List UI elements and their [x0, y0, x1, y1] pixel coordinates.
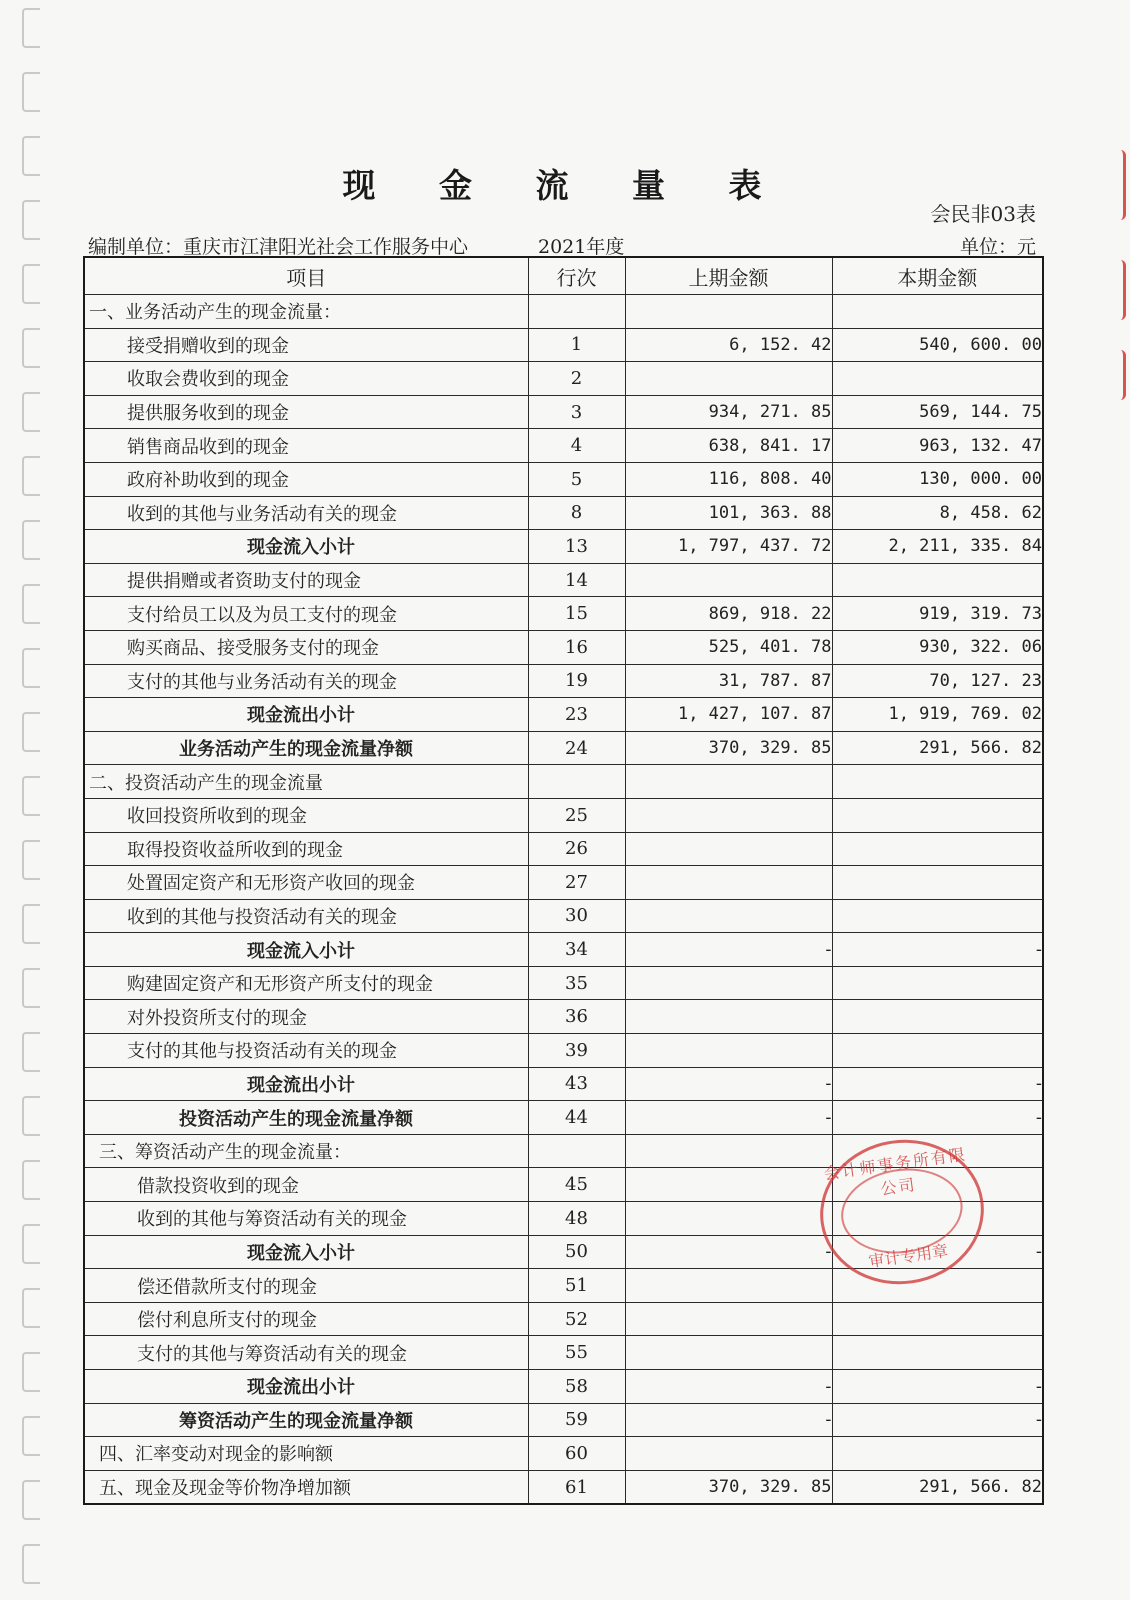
binding-ring [22, 1288, 40, 1328]
row-item: 现金流入小计 [84, 933, 528, 967]
table-row [84, 530, 1043, 564]
row-prev-amount: 934, 271. 85 [625, 395, 832, 429]
row-item: 投资活动产生的现金流量净额 [84, 1101, 528, 1135]
row-prev-amount [625, 1168, 832, 1202]
binding-ring [22, 1544, 40, 1584]
row-line: 36 [528, 1000, 625, 1034]
row-item: 接受捐赠收到的现金 [84, 328, 528, 362]
table-row [84, 1403, 1043, 1437]
binding-ring [22, 328, 40, 368]
row-curr-amount: - [832, 1370, 1043, 1404]
binding-ring [22, 264, 40, 304]
row-prev-amount [625, 1000, 832, 1034]
row-line: 8 [528, 496, 625, 530]
row-item: 收到的其他与筹资活动有关的现金 [84, 1202, 528, 1236]
row-line: 48 [528, 1202, 625, 1236]
row-item: 处置固定资产和无形资产收回的现金 [84, 866, 528, 900]
row-item: 五、现金及现金等价物净增加额 [84, 1470, 528, 1504]
row-prev-amount: 525, 401. 78 [625, 630, 832, 664]
binding-holes [18, 0, 48, 1600]
table-row [84, 597, 1043, 631]
row-line: 15 [528, 597, 625, 631]
table-row [84, 1336, 1043, 1370]
table-row [84, 1470, 1043, 1504]
row-item: 偿付利息所支付的现金 [84, 1302, 528, 1336]
row-curr-amount: 919, 319. 73 [832, 597, 1043, 631]
row-line: 2 [528, 362, 625, 396]
row-prev-amount: 1, 427, 107. 87 [625, 698, 832, 732]
row-prev-amount [625, 1134, 832, 1168]
row-prev-amount [625, 1269, 832, 1303]
row-prev-amount [625, 1437, 832, 1471]
table-row [84, 1067, 1043, 1101]
row-prev-amount [625, 1302, 832, 1336]
row-item: 提供捐赠或者资助支付的现金 [84, 563, 528, 597]
row-item: 销售商品收到的现金 [84, 429, 528, 463]
row-prev-amount: 31, 787. 87 [625, 664, 832, 698]
row-prev-amount: - [625, 1370, 832, 1404]
table-row [84, 295, 1043, 329]
row-prev-amount: 869, 918. 22 [625, 597, 832, 631]
row-curr-amount: - [832, 933, 1043, 967]
row-line: 45 [528, 1168, 625, 1202]
table-row [84, 496, 1043, 530]
table-row [84, 1101, 1043, 1135]
seal-bottom-text: 审计专用章 [867, 1241, 950, 1272]
row-prev-amount: - [625, 1067, 832, 1101]
row-curr-amount [832, 1034, 1043, 1068]
row-line: 50 [528, 1235, 625, 1269]
row-curr-amount [832, 765, 1043, 799]
row-curr-amount [832, 832, 1043, 866]
row-line: 13 [528, 530, 625, 564]
row-curr-amount [832, 866, 1043, 900]
row-item: 收取会费收到的现金 [84, 362, 528, 396]
row-line: 55 [528, 1336, 625, 1370]
row-curr-amount: - [832, 1235, 1043, 1269]
table-row [84, 1302, 1043, 1336]
row-curr-amount: - [832, 1403, 1043, 1437]
table-row [84, 664, 1043, 698]
row-line: 52 [528, 1302, 625, 1336]
row-prev-amount: - [625, 1235, 832, 1269]
row-line: 60 [528, 1437, 625, 1471]
row-item: 三、筹资活动产生的现金流量： [84, 1134, 528, 1168]
table-row [84, 1034, 1043, 1068]
row-line: 24 [528, 731, 625, 765]
row-prev-amount [625, 362, 832, 396]
row-prev-amount [625, 832, 832, 866]
row-line: 14 [528, 563, 625, 597]
row-line: 43 [528, 1067, 625, 1101]
row-curr-amount: - [832, 1101, 1043, 1135]
row-curr-amount: 291, 566. 82 [832, 731, 1043, 765]
row-line: 44 [528, 1101, 625, 1135]
table-row [84, 1370, 1043, 1404]
row-item: 购建固定资产和无形资产所支付的现金 [84, 966, 528, 1000]
table-row [84, 765, 1043, 799]
row-item: 支付的其他与筹资活动有关的现金 [84, 1336, 528, 1370]
row-line: 61 [528, 1470, 625, 1504]
report-year: 2021年度 [538, 236, 625, 258]
table-row [84, 1000, 1043, 1034]
binding-ring [22, 1352, 40, 1392]
row-prev-amount [625, 866, 832, 900]
row-curr-amount [832, 899, 1043, 933]
row-curr-amount [832, 1000, 1043, 1034]
table-row [84, 698, 1043, 732]
row-item: 收到的其他与业务活动有关的现金 [84, 496, 528, 530]
row-line: 5 [528, 462, 625, 496]
row-item: 支付给员工以及为员工支付的现金 [84, 597, 528, 631]
table-row [84, 563, 1043, 597]
header-item: 项目 [84, 257, 528, 295]
binding-ring [22, 776, 40, 816]
row-curr-amount: 130, 000. 00 [832, 462, 1043, 496]
row-curr-amount: 70, 127. 23 [832, 664, 1043, 698]
header-line: 行次 [528, 257, 625, 295]
header-curr: 本期金额 [832, 257, 1043, 295]
binding-ring [22, 584, 40, 624]
binding-ring [22, 8, 40, 48]
row-curr-amount [832, 295, 1043, 329]
table-row [84, 630, 1043, 664]
row-line: 51 [528, 1269, 625, 1303]
row-curr-amount: 291, 566. 82 [832, 1470, 1043, 1504]
row-prev-amount [625, 966, 832, 1000]
row-curr-amount: 930, 322. 06 [832, 630, 1043, 664]
row-line: 27 [528, 866, 625, 900]
table-row [84, 429, 1043, 463]
row-item: 对外投资所支付的现金 [84, 1000, 528, 1034]
row-prev-amount [625, 899, 832, 933]
binding-ring [22, 712, 40, 752]
binding-ring [22, 520, 40, 560]
row-prev-amount [625, 563, 832, 597]
binding-ring [22, 648, 40, 688]
row-item: 一、业务活动产生的现金流量： [84, 295, 528, 329]
row-line: 3 [528, 395, 625, 429]
row-line: 30 [528, 899, 625, 933]
binding-ring [22, 1416, 40, 1456]
row-curr-amount [832, 966, 1043, 1000]
row-item: 现金流出小计 [84, 1370, 528, 1404]
row-item: 现金流入小计 [84, 1235, 528, 1269]
row-line [528, 765, 625, 799]
row-item: 四、汇率变动对现金的影响额 [84, 1437, 528, 1471]
row-item: 现金流出小计 [84, 698, 528, 732]
row-line: 58 [528, 1370, 625, 1404]
row-line: 19 [528, 664, 625, 698]
table-row [84, 731, 1043, 765]
seal-top-text: 会计师事务所有限公司 [822, 1144, 968, 1199]
row-item: 业务活动产生的现金流量净额 [84, 731, 528, 765]
table-row [84, 866, 1043, 900]
binding-ring [22, 968, 40, 1008]
row-item: 政府补助收到的现金 [84, 462, 528, 496]
row-item: 提供服务收到的现金 [84, 395, 528, 429]
row-prev-amount [625, 1202, 832, 1236]
binding-ring [22, 72, 40, 112]
row-curr-amount [832, 1437, 1043, 1471]
row-item: 支付的其他与业务活动有关的现金 [84, 664, 528, 698]
row-item: 借款投资收到的现金 [84, 1168, 528, 1202]
table-header-row [84, 257, 1043, 295]
binding-ring [22, 456, 40, 496]
row-prev-amount: - [625, 1403, 832, 1437]
row-curr-amount: 569, 144. 75 [832, 395, 1043, 429]
row-prev-amount: 638, 841. 17 [625, 429, 832, 463]
binding-ring [22, 904, 40, 944]
table-row [84, 1437, 1043, 1471]
currency-unit: 单位：元 [959, 236, 1036, 258]
row-line: 23 [528, 698, 625, 732]
row-line: 35 [528, 966, 625, 1000]
binding-ring [22, 1160, 40, 1200]
row-item: 偿还借款所支付的现金 [84, 1269, 528, 1303]
row-item: 二、投资活动产生的现金流量 [84, 765, 528, 799]
form-code: 会民非03表 [930, 202, 1036, 226]
row-line: 16 [528, 630, 625, 664]
table-row [84, 362, 1043, 396]
org-name: 编制单位：重庆市江津阳光社会工作服务中心 [88, 236, 469, 258]
row-prev-amount [625, 1336, 832, 1370]
row-line: 1 [528, 328, 625, 362]
row-curr-amount: 963, 132. 47 [832, 429, 1043, 463]
table-row [84, 328, 1043, 362]
row-line [528, 1134, 625, 1168]
table-row [84, 966, 1043, 1000]
row-line: 39 [528, 1034, 625, 1068]
binding-ring [22, 1096, 40, 1136]
row-item: 取得投资收益所收到的现金 [84, 832, 528, 866]
row-prev-amount: 116, 808. 40 [625, 462, 832, 496]
row-curr-amount [832, 1302, 1043, 1336]
row-item: 现金流入小计 [84, 530, 528, 564]
row-line: 26 [528, 832, 625, 866]
header-prev: 上期金额 [625, 257, 832, 295]
row-item: 筹资活动产生的现金流量净额 [84, 1403, 528, 1437]
row-curr-amount: 2, 211, 335. 84 [832, 530, 1043, 564]
row-curr-amount [832, 1336, 1043, 1370]
row-item: 购买商品、接受服务支付的现金 [84, 630, 528, 664]
row-prev-amount [625, 765, 832, 799]
table-row [84, 933, 1043, 967]
row-curr-amount [832, 798, 1043, 832]
binding-ring [22, 840, 40, 880]
row-prev-amount: 1, 797, 437. 72 [625, 530, 832, 564]
cash-flow-table [83, 256, 1044, 1505]
row-prev-amount: 6, 152. 42 [625, 328, 832, 362]
row-prev-amount [625, 1034, 832, 1068]
row-item: 收回投资所收到的现金 [84, 798, 528, 832]
row-line: 59 [528, 1403, 625, 1437]
row-prev-amount [625, 798, 832, 832]
table-row [84, 832, 1043, 866]
row-line: 25 [528, 798, 625, 832]
row-prev-amount: 101, 363. 88 [625, 496, 832, 530]
row-item: 现金流出小计 [84, 1067, 528, 1101]
row-curr-amount [832, 362, 1043, 396]
row-curr-amount: 8, 458. 62 [832, 496, 1043, 530]
row-prev-amount: 370, 329. 85 [625, 1470, 832, 1504]
table-row [84, 798, 1043, 832]
row-item: 支付的其他与投资活动有关的现金 [84, 1034, 528, 1068]
row-prev-amount: - [625, 1101, 832, 1135]
binding-ring [22, 1480, 40, 1520]
row-prev-amount: 370, 329. 85 [625, 731, 832, 765]
row-prev-amount [625, 295, 832, 329]
table-row [84, 395, 1043, 429]
row-line: 4 [528, 429, 625, 463]
binding-ring [22, 1032, 40, 1072]
binding-ring [22, 392, 40, 432]
row-curr-amount: - [832, 1067, 1043, 1101]
table-row [84, 462, 1043, 496]
table-row [84, 899, 1043, 933]
binding-ring [22, 1224, 40, 1264]
row-curr-amount [832, 563, 1043, 597]
row-curr-amount: 1, 919, 769. 02 [832, 698, 1043, 732]
row-item: 收到的其他与投资活动有关的现金 [84, 899, 528, 933]
page-title: 现 金 流 量 表 [342, 166, 788, 205]
row-line [528, 295, 625, 329]
row-line: 34 [528, 933, 625, 967]
row-curr-amount: 540, 600. 00 [832, 328, 1043, 362]
row-prev-amount: - [625, 933, 832, 967]
